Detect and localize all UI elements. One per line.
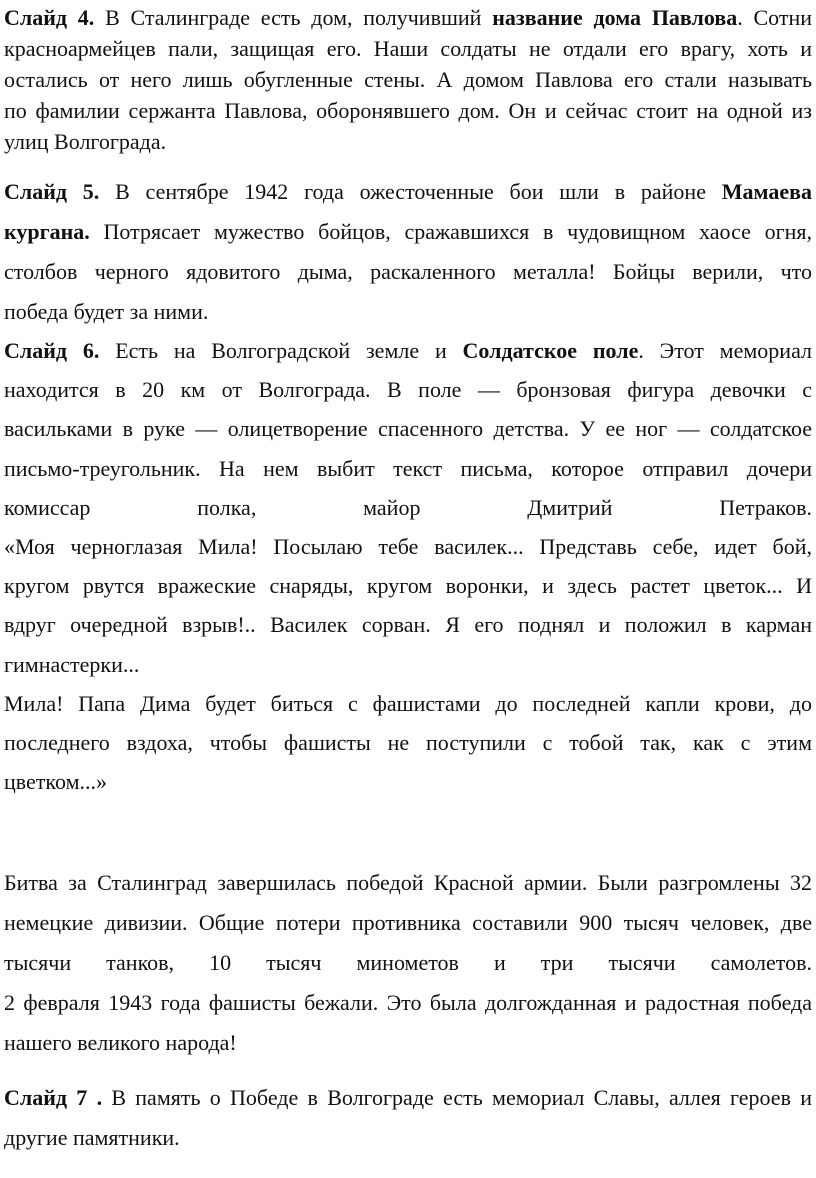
bold-term: Солдатское поле [462, 338, 639, 363]
text-line: Битва за Сталинград завершилась победой Красной армии. Были разгромлены 32 [4, 870, 812, 895]
slide-5-paragraph [4, 172, 812, 332]
text-run: В Сталинграде есть дом, получивший [105, 5, 493, 30]
text-line [4, 212, 812, 252]
text-line: красноармейцев пали, защищая его. Наши солдаты не отдали его врагу, хоть и [4, 36, 812, 61]
bold-term: название дома Павлова [492, 5, 738, 30]
text-line: комиссар полка, майор Дмитрий Петраков. [4, 494, 812, 520]
text-line: «Моя черноглазая Мила! Посылаю тебе василек... Представь себе, идет бой, [4, 534, 812, 560]
bold-term: Мамаева [721, 179, 812, 204]
slide-7-paragraph [4, 1078, 812, 1158]
text-line: победа будет за ними. [4, 299, 209, 324]
text-line: немецкие дивизии. Общие потери противника составили 900 тысяч человек, две [4, 910, 812, 935]
text-line [4, 331, 812, 370]
text-line: гимнастерки... [4, 651, 140, 677]
slide-4-paragraph [4, 2, 812, 157]
text-line: улиц Волгограда. [4, 129, 167, 154]
conclusion-paragraph [4, 863, 812, 1063]
text-line: столбов черного ядовитого дыма, раскаленного металла! Бойцы верили, что [4, 259, 812, 284]
text-line: кругом рвутся вражеские снаряды, кругом воронки, и здесь растет цветок... И [4, 573, 812, 599]
text-line: остались от него лишь обугленные стены. А домом Павлова его стали называть [4, 67, 812, 92]
text-run: В сентябре 1942 года ожесточенные бои шли в районе [115, 179, 722, 204]
slide-6-paragraph [4, 331, 812, 801]
text-line: последнего вздоха, чтобы фашисты не поступили с тобой так, как с этим [4, 730, 812, 756]
text-line: другие памятники. [4, 1125, 180, 1150]
text-line: тысячи танков, 10 тысяч минометов и три тысячи самолетов. [4, 950, 812, 975]
text-run: . Этот мемориал [638, 338, 812, 363]
text-run: Потрясает мужество бойцов, сражавшихся в чудовищном хаосе огня, [89, 219, 812, 244]
text-line: по фамилии сержанта Павлова, оборонявшего дом. Он и сейчас стоит на одной из [4, 98, 812, 123]
text-line: 2 февраля 1943 года фашисты бежали. Это была долгожданная и радостная победа [4, 990, 812, 1015]
text-line [4, 172, 812, 212]
text-line: нашего великого народа! [4, 1030, 237, 1055]
slide-label: Слайд 6. [4, 338, 100, 363]
bold-term: кургана. [4, 219, 90, 244]
text-line: вдруг очередной взрыв!.. Василек сорван. Я его поднял и положил в карман [4, 612, 812, 638]
text-run: Есть на Волгоградской земле и [99, 338, 463, 363]
text-line: васильками в руке — олицетворение спасенного детства. У ее ног — солдатское [4, 416, 812, 442]
text-line: цветком...» [4, 769, 107, 795]
slide-label: Слайд 4. [4, 5, 95, 30]
text-line: находится в 20 км от Волгограда. В поле — бронзовая фигура девочки с [4, 377, 812, 403]
text-line: письмо-треугольник. На нем выбит текст письма, которое отправил дочери [4, 455, 812, 481]
slide-label: Слайд 5. [4, 179, 100, 204]
slide-label: Слайд 7 . [4, 1085, 103, 1110]
text-run: В память о Победе в Волгограде есть мемориал Славы, аллея героев и [102, 1085, 812, 1110]
text-line [4, 1078, 812, 1118]
text-line [4, 2, 812, 33]
text-run: . Сотни [737, 5, 813, 30]
text-line: Мила! Папа Дима будет биться с фашистами до последней капли крови, до [4, 690, 812, 716]
